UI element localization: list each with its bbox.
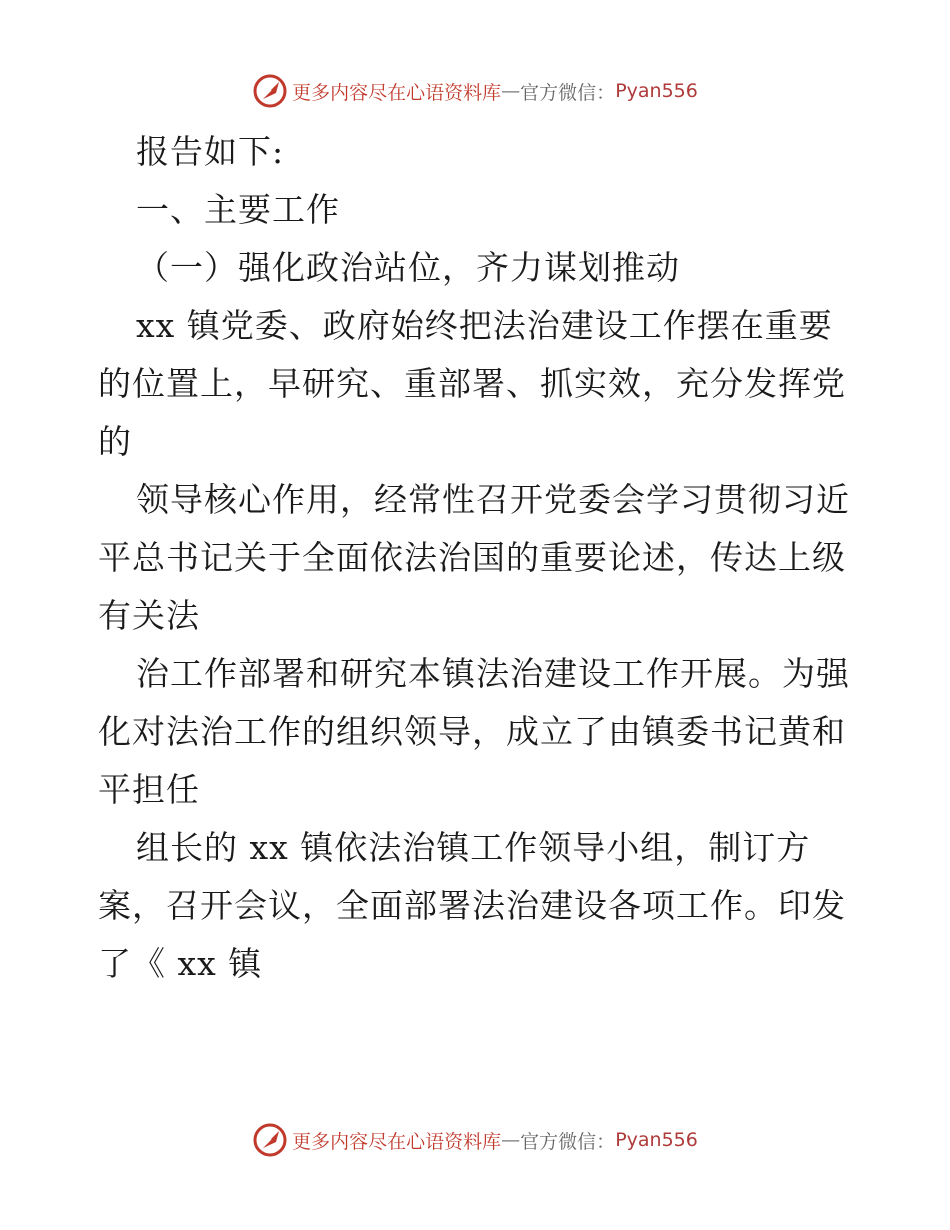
watermark-official-label: 官方微信：	[520, 1130, 616, 1153]
paragraph-line: 有关法	[98, 596, 200, 635]
paragraph-line: 组长的 xx 镇依法治镇工作领导小组，制订方	[136, 828, 811, 867]
paragraph-line: 案，召开会议，全面部署法治建设各项工作。印发	[98, 886, 846, 925]
paragraph-line: 领导核心作用，经常性召开党委会学习贯彻习近	[136, 480, 850, 519]
paragraph-line: 化对法治工作的组织领导，成立了由镇委书记黄和	[98, 712, 846, 751]
watermark-official-label: 官方微信：	[520, 81, 616, 104]
paragraph-line: 报告如下:	[136, 132, 285, 171]
paragraph-line: 治工作部署和研究本镇法治建设工作开展。为强	[136, 654, 850, 693]
watermark-site-text: 更多内容尽在心语资料库	[292, 1130, 502, 1153]
paragraph-line: 了《 xx 镇	[98, 944, 263, 983]
section-heading: 一、主要工作	[136, 190, 340, 229]
paragraph-line: 的	[98, 422, 132, 461]
paragraph-line: 平总书记关于全面依法治国的重要论述，传达上级	[98, 538, 846, 577]
document-body	[98, 123, 858, 993]
quill-logo-icon	[252, 73, 288, 109]
watermark-handle: Pyan556	[615, 1129, 698, 1151]
watermark-handle: Pyan556	[615, 80, 698, 102]
header-watermark	[0, 71, 950, 111]
quill-logo-icon	[252, 1122, 288, 1158]
footer-watermark	[0, 1120, 950, 1160]
paragraph-line: 平担任	[98, 770, 200, 809]
paragraph-line: 的位置上，早研究、重部署、抓实效，充分发挥党	[98, 364, 846, 403]
subsection-heading: （一）强化政治站位，齐力谋划推动	[136, 248, 680, 287]
watermark-dash: —	[501, 80, 521, 102]
watermark-site-text: 更多内容尽在心语资料库	[292, 81, 502, 104]
watermark-dash: —	[501, 1129, 521, 1151]
paragraph-line: xx 镇党委、政府始终把法治建设工作摆在重要	[136, 306, 833, 345]
